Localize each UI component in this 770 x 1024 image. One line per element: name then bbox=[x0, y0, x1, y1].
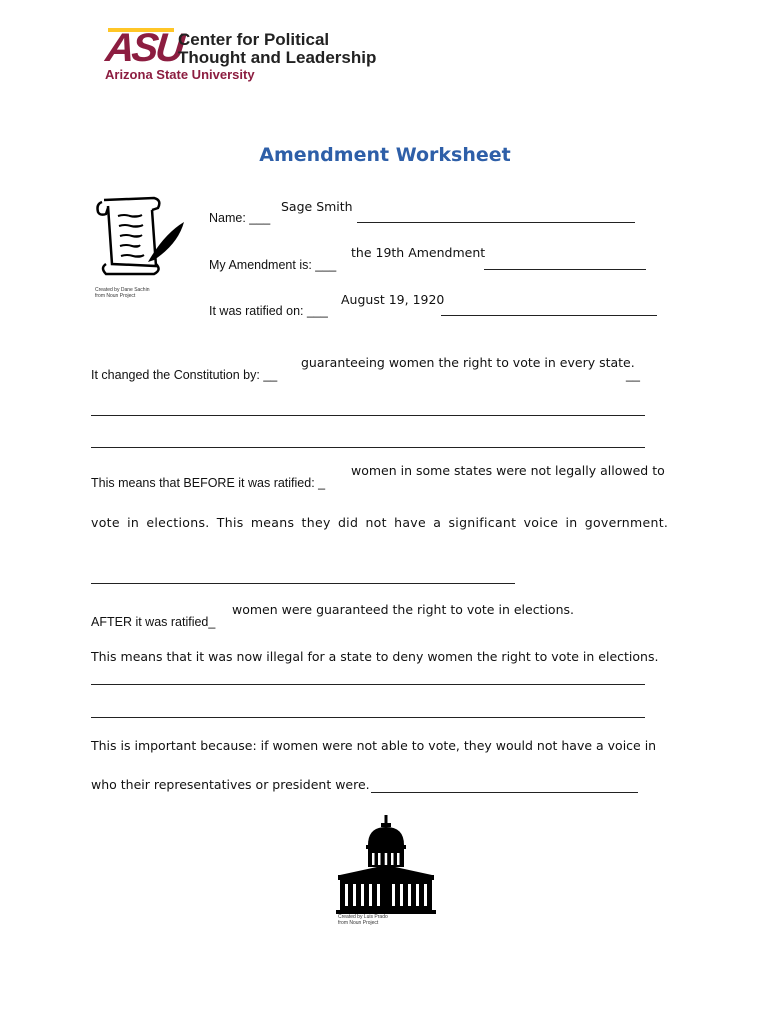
amendment-label: My Amendment is: ___ bbox=[209, 258, 337, 272]
name-label: Name: ___ bbox=[209, 211, 271, 225]
after-label: AFTER it was ratified_ bbox=[91, 615, 216, 629]
ratified-line bbox=[441, 315, 657, 316]
after-value-line-2: This means that it was now illegal for a state to deny women the right to vote in elections. bbox=[91, 649, 659, 664]
capitol-credit-line-2: from Noun Project bbox=[338, 920, 379, 926]
amendment-line bbox=[484, 269, 646, 270]
blank-line-3 bbox=[91, 583, 515, 584]
logo-title-line-2: Thought and Leadership bbox=[178, 48, 377, 67]
changed-trail: __ bbox=[626, 368, 640, 382]
capitol-building-icon bbox=[336, 815, 436, 915]
blank-line-2 bbox=[91, 447, 645, 448]
important-line-1: This is important because: if women were not able to vote, they would not have a voice in bbox=[91, 738, 657, 753]
logo-subtitle: Arizona State University bbox=[105, 67, 255, 82]
logo-title-line-1: Center for Political bbox=[178, 30, 330, 49]
name-value: Sage Smith bbox=[281, 199, 353, 214]
changed-value: guaranteeing women the right to vote in every state. bbox=[301, 355, 635, 370]
ratified-label: It was ratified on: ___ bbox=[209, 304, 328, 318]
blank-line-1 bbox=[91, 415, 645, 416]
scroll-credit-line-2: from Noun Project bbox=[95, 293, 136, 299]
ratified-value: August 19, 1920 bbox=[341, 292, 445, 307]
changed-label: It changed the Constitution by: __ bbox=[91, 368, 278, 382]
scroll-credit-line-1: Created by Dane Sachin bbox=[95, 287, 150, 293]
name-line bbox=[357, 222, 635, 223]
page-title: Amendment Worksheet bbox=[259, 144, 511, 166]
asu-logo-mark: ASU bbox=[103, 26, 184, 70]
scroll-quill-icon bbox=[92, 194, 192, 284]
after-value: women were guaranteed the right to vote in elections. bbox=[232, 602, 574, 617]
important-line-2: who their representatives or president were. bbox=[91, 777, 370, 792]
blank-line-5 bbox=[91, 717, 645, 718]
before-value-line-2: vote in elections. This means they did not have a significant voice in government. bbox=[91, 515, 669, 530]
blank-line-4 bbox=[91, 684, 645, 685]
capitol-credit-line-1: Created by Luis Prado bbox=[338, 914, 388, 920]
amendment-value: the 19th Amendment bbox=[351, 245, 486, 260]
important-line bbox=[371, 792, 638, 793]
before-value-line-1: women in some states were not legally allowed to bbox=[351, 463, 665, 478]
before-label: This means that BEFORE it was ratified: _ bbox=[91, 476, 326, 490]
